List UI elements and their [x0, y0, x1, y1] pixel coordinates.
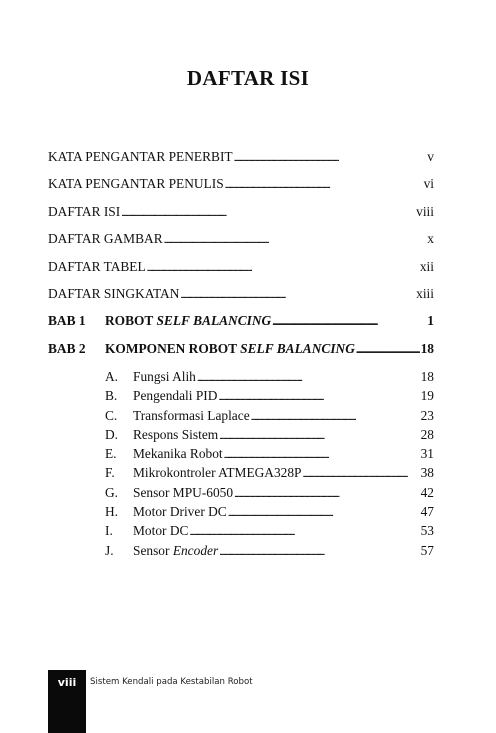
toc-entry[interactable] — [48, 202, 434, 229]
toc-chapter[interactable] — [48, 311, 434, 338]
subsection-label — [105, 541, 218, 560]
toc-subsection[interactable] — [105, 521, 434, 540]
subsection-letter: E. — [105, 446, 117, 462]
page-title: DAFTAR ISI — [186, 66, 310, 90]
toc-subsection[interactable] — [105, 367, 434, 386]
dot-leader — [303, 465, 420, 484]
toc-subsection[interactable] — [105, 386, 434, 405]
subsection-letter: F. — [105, 465, 115, 481]
toc-chapter-label — [48, 311, 271, 331]
toc-entry[interactable] — [48, 229, 434, 256]
subsection-page: 57 — [420, 542, 434, 558]
toc-entry-page: x — [427, 231, 434, 247]
dot-leader — [234, 485, 420, 504]
toc-entry-page: viii — [416, 203, 434, 219]
subsection-page: 19 — [420, 388, 434, 404]
subsection-page: 42 — [420, 484, 434, 500]
toc-subsection[interactable] — [105, 502, 434, 521]
toc-subsection[interactable] — [105, 541, 434, 560]
toc-entry[interactable] — [48, 147, 434, 174]
subsection-label — [105, 463, 302, 482]
subsection-text: Respons Sistem — [133, 426, 219, 442]
subsection-italic: Encoder — [172, 542, 219, 558]
subsection-text: Mekanika Robot — [133, 446, 223, 462]
subsection-letter: D. — [105, 426, 119, 442]
subsection-letter: I. — [105, 523, 113, 539]
subsection-text: Pengendali PID — [133, 388, 218, 404]
chapter-title-italic: SELF BALANCING — [156, 313, 272, 329]
toc-entry-label: KATA PENGANTAR PENERBIT — [48, 149, 233, 164]
toc-subsection[interactable] — [105, 463, 434, 482]
chapter-title-italic: SELF BALANCING — [240, 340, 355, 356]
dot-leader — [225, 175, 423, 195]
subsection-label — [105, 406, 250, 425]
dot-leader — [218, 388, 419, 407]
subsection-text: Motor Driver DC — [133, 504, 227, 520]
dot-leader — [356, 340, 420, 360]
subsection-letter: C. — [105, 407, 118, 423]
subsection-letter: H. — [105, 504, 119, 520]
subsection-letter: J. — [105, 542, 114, 558]
toc-entry-page: xiii — [416, 285, 434, 301]
toc-entry-label: DAFTAR GAMBAR — [48, 231, 163, 247]
toc-subsection[interactable] — [105, 425, 434, 444]
dot-leader — [219, 543, 419, 562]
subsection-label — [105, 386, 217, 405]
subsection-label — [105, 483, 233, 502]
chapter-number: BAB 1 — [48, 313, 86, 329]
toc-subsection[interactable] — [105, 444, 434, 463]
subsection-page: 31 — [420, 446, 434, 462]
toc-main — [48, 147, 434, 366]
chapter-title: ROBOT — [105, 313, 157, 329]
toc-chapter-page: 18 — [420, 340, 434, 356]
toc-entry[interactable] — [48, 284, 434, 311]
subsection-text: Fungsi Alih — [133, 369, 196, 384]
toc-entry[interactable] — [48, 257, 434, 284]
dot-leader — [164, 230, 427, 250]
footer-page-number: viii — [57, 676, 77, 689]
toc-entry-page: v — [427, 149, 434, 164]
dot-leader — [272, 312, 426, 332]
dot-leader — [197, 369, 420, 388]
subsection-page: 38 — [420, 465, 434, 481]
toc-entry-label: KATA PENGANTAR PENULIS — [48, 176, 224, 192]
subsection-text: Sensor — [133, 542, 173, 558]
subsection-page: 28 — [420, 426, 434, 442]
subsection-text: Sensor MPU-6050 — [133, 484, 234, 500]
toc-entry-label: DAFTAR ISI — [48, 203, 121, 219]
toc-subsections — [105, 367, 434, 560]
dot-leader — [180, 285, 415, 305]
subsection-label — [105, 425, 218, 444]
chapter-number: BAB 2 — [48, 340, 86, 356]
dot-leader — [224, 446, 420, 465]
toc-chapter-page: 1 — [427, 313, 434, 329]
toc-entry-label: DAFTAR SINGKATAN — [48, 285, 180, 301]
subsection-label — [105, 502, 227, 521]
toc-chapter-label — [48, 339, 355, 359]
subsection-letter: A. — [105, 369, 119, 384]
dot-leader — [219, 427, 419, 446]
subsection-letter: G. — [105, 484, 119, 500]
subsection-label — [105, 521, 188, 540]
dot-leader — [251, 408, 420, 427]
dot-leader — [147, 258, 419, 278]
footer-book-title: Sistem Kendali pada Kestabilan Robot — [90, 677, 253, 687]
subsection-letter: B. — [105, 388, 118, 404]
dot-leader — [121, 203, 415, 223]
subsection-page: 53 — [420, 523, 434, 539]
dot-leader — [189, 523, 419, 542]
subsection-page: 23 — [420, 407, 434, 423]
subsection-text: Transformasi Laplace — [133, 407, 250, 423]
dot-leader — [234, 148, 427, 168]
toc-entry[interactable] — [48, 174, 434, 201]
toc-subsection[interactable] — [105, 483, 434, 502]
subsection-label — [105, 367, 196, 386]
subsection-label — [105, 444, 223, 463]
chapter-title: KOMPONEN ROBOT — [105, 340, 241, 356]
subsection-page: 18 — [420, 369, 434, 384]
subsection-text: Mikrokontroler ATMEGA328P — [133, 465, 302, 481]
toc-entry-page: xii — [419, 258, 434, 274]
toc-chapter[interactable] — [48, 339, 434, 366]
subsection-page: 47 — [420, 504, 434, 520]
toc-entry-page: vi — [423, 176, 434, 192]
toc-entry-label: DAFTAR TABEL — [48, 258, 146, 274]
dot-leader — [228, 504, 420, 523]
toc-subsection[interactable] — [105, 406, 434, 425]
subsection-text: Motor DC — [133, 523, 189, 539]
